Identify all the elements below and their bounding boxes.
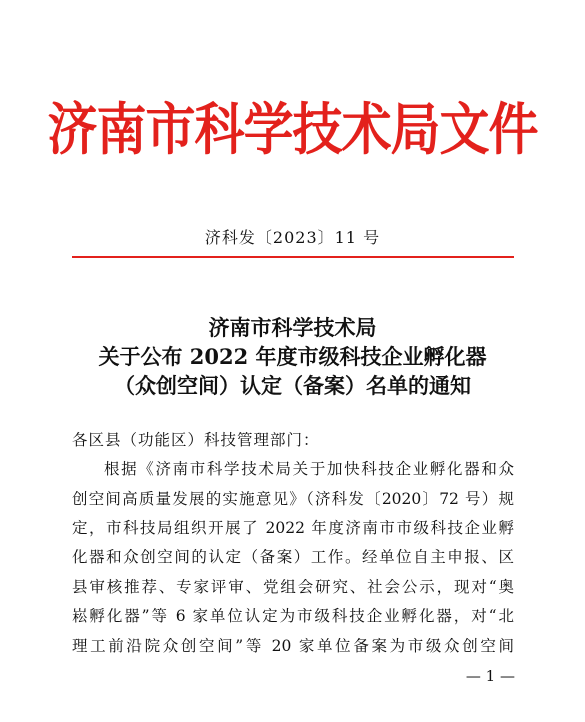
title-line-3: （众创空间）认定（备案）名单的通知 [114, 373, 471, 398]
body-line-7: 理工前沿院众创空间”等 20 家单位备案为市级众创空间 [72, 637, 514, 655]
body-line-4: 化器和众创空间的认定（备案）工作。经单位自主申报、区 [72, 548, 514, 566]
body-line-1: 根据《济南市科学技术局关于加快科技企业孵化器和众 [104, 460, 514, 478]
body-line-5: 县审核推荐、专家评审、党组会研究、社会公示，现对“奥 [72, 578, 514, 596]
red-divider-line [72, 256, 514, 258]
body-line-3: 定，市科技局组织开展了 2022 年度济南市市级科技企业孵 [72, 519, 514, 537]
page-number: — 1 — [465, 667, 515, 685]
document-number: 济科发〔2023〕11 号 [204, 228, 381, 247]
body-line-6: 崧孵化器”等 6 家单位认定为市级科技企业孵化器，对“北 [72, 607, 514, 625]
body-line-2: 创空间高质量发展的实施意见》（济科发〔2020〕72 号）规 [72, 490, 514, 508]
salutation: 各区县（功能区）科技管理部门： [72, 431, 320, 449]
title-line-2: 关于公布 2022 年度市级科技企业孵化器 [98, 344, 487, 369]
document-masthead: 济南市科学技术局文件 [47, 96, 538, 163]
title-line-1: 济南市科学技术局 [208, 315, 377, 340]
